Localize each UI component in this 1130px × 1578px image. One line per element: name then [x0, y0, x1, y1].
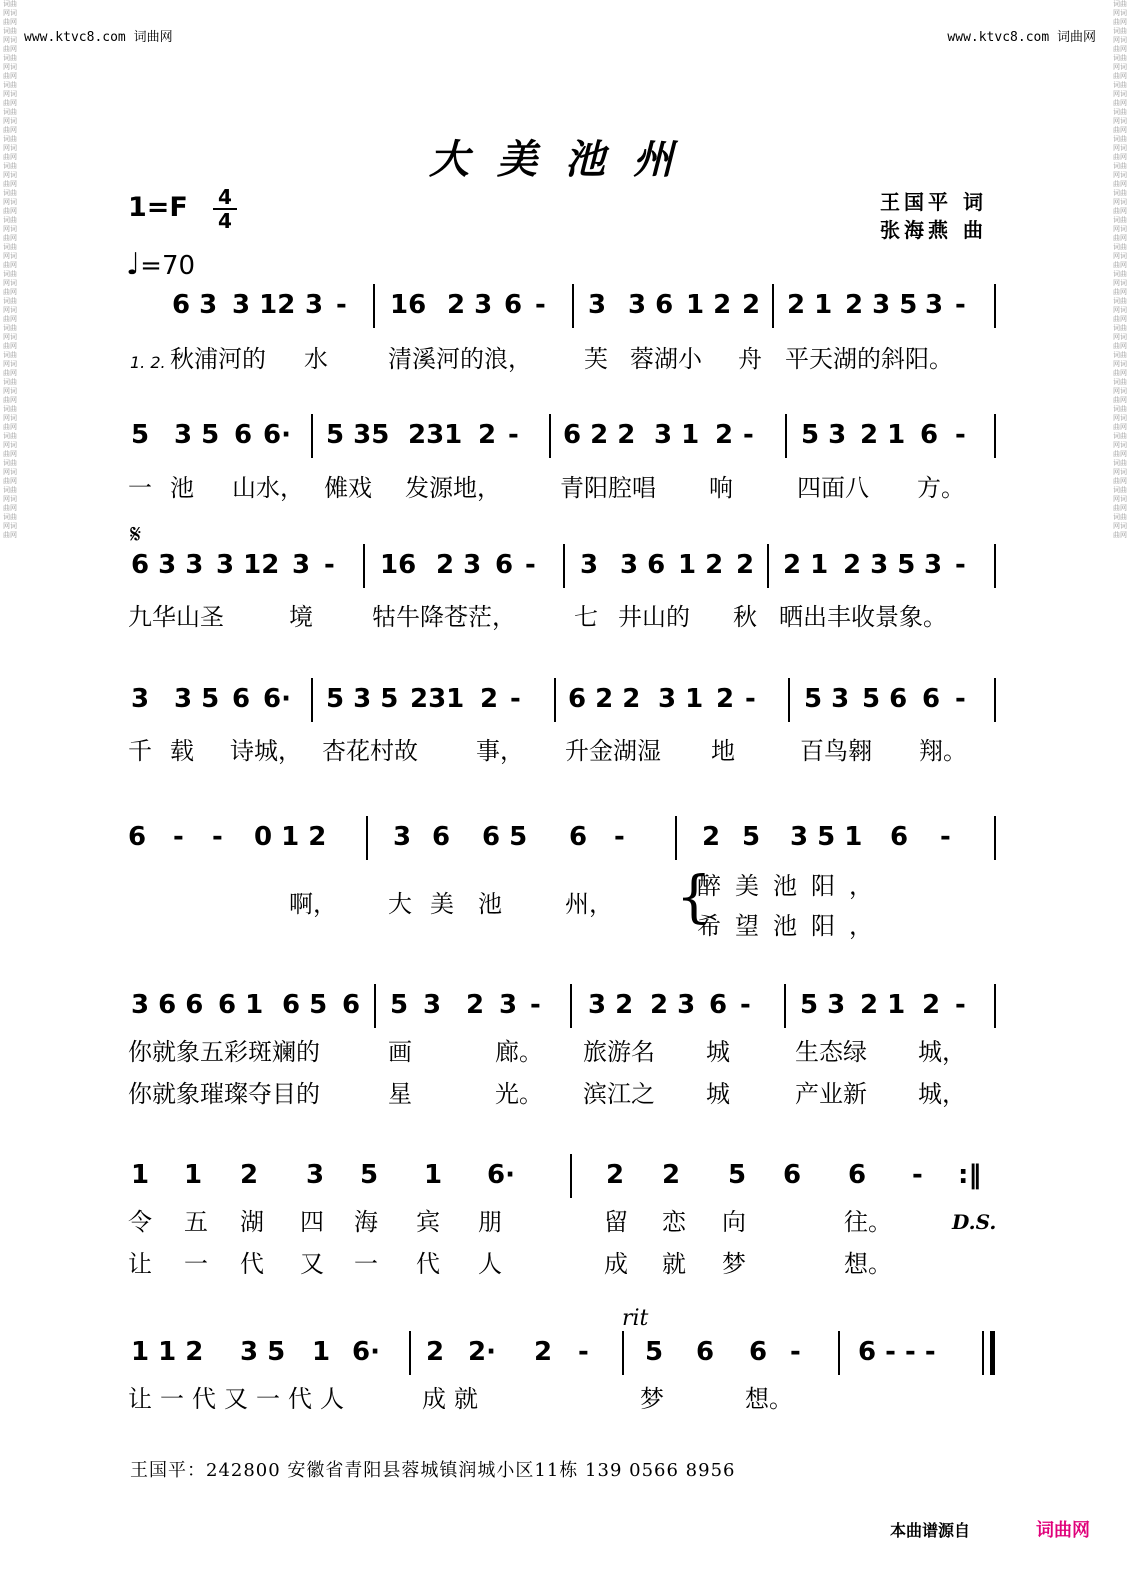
lyric-text: 产业新 [795, 1080, 867, 1108]
note-group: 5 [360, 1160, 379, 1190]
lyric-text: 旅游名 [583, 1038, 655, 1066]
lyric-text: 让一代又一代人 [128, 1385, 352, 1413]
lyricist-credit: 王国平 词 [880, 190, 987, 214]
score-line-7 [0, 1160, 1130, 1200]
time-signature [213, 186, 237, 232]
note-group: 2 [426, 1337, 445, 1367]
lyric-text: 秋 [733, 603, 757, 631]
dal-segno-mark: D.S. [952, 1210, 997, 1234]
lyric-text: 一 [184, 1250, 208, 1278]
note-group: 3 [925, 290, 944, 320]
note-group: 6· [352, 1337, 380, 1367]
lyric-text: 城， [918, 1080, 966, 1108]
note-group: 3 [924, 550, 943, 580]
lyric-text: 清溪河的浪， [388, 345, 532, 373]
repeat-end-sign: :‖ [958, 1160, 982, 1190]
note-group: 3 12 [232, 290, 296, 320]
lyric-text: 成 [604, 1250, 628, 1278]
note-group: 6 1 [218, 990, 264, 1020]
note-group: 5 3 [804, 684, 850, 714]
note-group: 5 3 [800, 990, 846, 1020]
note-group: 2 3 [650, 990, 696, 1020]
note-group: - [336, 290, 347, 320]
lyric-text: 宾 [416, 1208, 440, 1236]
bar-line [767, 544, 769, 588]
lyric-line-7a [0, 1208, 1130, 1248]
note-group: - [940, 822, 951, 852]
bar-line [982, 1331, 984, 1375]
bar-line [994, 678, 996, 722]
note-group: 6 [232, 684, 251, 714]
lyric-text: 事， [476, 737, 524, 765]
note-group: 1 [312, 1337, 331, 1367]
note-group: 6 [569, 822, 588, 852]
fermata-note: 6 [848, 1160, 867, 1190]
note-group: 3 [393, 822, 412, 852]
lyric-text: 梦 [722, 1250, 746, 1278]
note-group: 2 [702, 822, 721, 852]
bar-line [994, 284, 996, 328]
site-logo: 词曲网 [1036, 1520, 1090, 1541]
note-group: - [743, 420, 754, 450]
contact-address: 王国平：242800 安徽省青阳县蓉城镇润城小区11栋 139 0566 8956 [130, 1460, 736, 1481]
note-group: 5 35 [326, 420, 390, 450]
note-group: - [510, 684, 521, 714]
note-group: 6 [709, 990, 728, 1020]
final-bar-line [990, 1331, 995, 1375]
bar-line [788, 678, 790, 722]
bar-line [785, 414, 787, 458]
note-group: 3 5 [174, 684, 220, 714]
side-watermark-left: 词曲网词曲网词曲网词曲网词曲网词曲网词曲网词曲网词曲网词曲网词曲网词曲网词曲网词曲网词曲网词曲网词曲网词曲网词曲网词曲网词曲网词曲网词曲网词曲网词曲网词曲网词曲网词曲网词曲网词曲网词曲网词曲网词曲网词曲网词曲网词曲网词曲网词曲网词曲网词曲网 [3, 0, 17, 539]
lyric-text: 想。 [844, 1250, 892, 1278]
bar-line [374, 984, 376, 1028]
note-group: 2 1 [860, 420, 906, 450]
lyric-text: 青阳腔唱 [560, 474, 656, 502]
note-group: 6· [263, 420, 291, 450]
lyric-text: 留 [604, 1208, 628, 1236]
lyric-text: 你就象璀璨夺目的 [128, 1080, 320, 1108]
lyric-text: 恋 [662, 1208, 686, 1236]
bar-line [570, 1154, 572, 1198]
score-line-3 [0, 550, 1130, 590]
bar-line [994, 816, 996, 860]
lyric-text: 城 [706, 1038, 730, 1066]
note-group: 2· [468, 1337, 496, 1367]
note-group: 2 1 [783, 550, 829, 580]
note-group: 1 [424, 1160, 443, 1190]
note-group: 6 [783, 1160, 802, 1190]
lyric-text: 光。 [495, 1080, 543, 1108]
note-group: 6 [128, 822, 147, 852]
note-group: 231 [410, 684, 465, 714]
lyric-text: 五 [184, 1208, 208, 1236]
note-group: 5 3 [801, 420, 847, 450]
note-group: 6· [487, 1160, 515, 1190]
note-group: 6 [234, 420, 253, 450]
note-group: 2 [534, 1337, 553, 1367]
bar-line [994, 984, 996, 1028]
quarter-note-icon: ♩ [126, 247, 141, 282]
lyric-text: 地 [711, 737, 735, 765]
note-group: 2 1 [860, 990, 906, 1020]
note-group: 2 3 [447, 290, 493, 320]
note-group: - [740, 990, 751, 1020]
meter-top: 4 [218, 185, 232, 209]
tempo-marking [126, 247, 195, 282]
lyric-text: 大 [388, 890, 412, 918]
bar-line [838, 1331, 840, 1375]
note-group: 3 [306, 1160, 325, 1190]
note-group: 3 6 6 [131, 990, 204, 1020]
note-group: 6 [342, 990, 361, 1020]
note-group: 5 [742, 822, 761, 852]
note-group: 6 [504, 290, 523, 320]
bar-line [366, 816, 368, 860]
lyric-text: 千 [128, 737, 152, 765]
note-group: 1 2 [678, 550, 724, 580]
note-group: - [955, 550, 966, 580]
note-group: 3 12 [216, 550, 280, 580]
note-group: - [955, 990, 966, 1020]
note-group: 3 1 [658, 684, 704, 714]
bar-line [572, 284, 574, 328]
lyric-text: 芙 [584, 345, 608, 373]
bar-line [622, 1331, 624, 1375]
lyric-text: 傩戏 [324, 474, 372, 502]
bar-line [363, 544, 365, 588]
lyric-line-4 [0, 737, 1130, 777]
score-line-5 [0, 822, 1130, 862]
lyric-text: 城， [918, 1038, 966, 1066]
note-group: 1 [184, 1160, 203, 1190]
note-group: 5 3 5 [326, 684, 399, 714]
note-group: 2 [466, 990, 485, 1020]
key-signature: 1=F [128, 192, 188, 223]
note-group: 2 3 5 [845, 290, 918, 320]
note-group: 3 [423, 990, 442, 1020]
lyric-text: 成就 [422, 1385, 486, 1413]
lyric-text: 秋浦河的 [170, 345, 266, 373]
note-group: 6 5 [282, 990, 328, 1020]
note-group: 2 [715, 420, 734, 450]
note-group: - [578, 1337, 589, 1367]
lyric-text: 代 [416, 1250, 440, 1278]
note-group: 2 [480, 684, 499, 714]
bar-line [549, 414, 551, 458]
bar-line [563, 544, 565, 588]
lyric-text: 一 [354, 1250, 378, 1278]
note-group: - [173, 822, 184, 852]
note-group: - [212, 822, 223, 852]
bar-line [409, 1331, 411, 1375]
lyric-text: 廊。 [495, 1038, 543, 1066]
note-group: - [955, 684, 966, 714]
lyric-text: 晒出丰收景象。 [779, 603, 947, 631]
bar-line [373, 284, 375, 328]
lyric-line-2 [0, 474, 1130, 514]
note-group: 1 1 2 [131, 1337, 204, 1367]
note-group: 6 5 [482, 822, 528, 852]
lyric-alt-2: 希望池阳， [697, 912, 887, 940]
lyric-text: 你就象五彩斑斓的 [128, 1038, 320, 1066]
note-group: 6 [696, 1337, 715, 1367]
lyric-text: 响 [709, 474, 733, 502]
score-line-4 [0, 684, 1130, 724]
note-group: 2 [606, 1160, 625, 1190]
lyric-text: 湖 [240, 1208, 264, 1236]
bar-line [772, 284, 774, 328]
lyric-text: 舟 [738, 345, 762, 373]
bar-line [784, 984, 786, 1028]
note-group: 3 2 [588, 990, 634, 1020]
bar-line [994, 544, 996, 588]
segno-sign: 𝄋 [130, 520, 142, 550]
bar-line [554, 678, 556, 722]
lyric-text: 水 [304, 345, 328, 373]
lyric-text: 让 [128, 1250, 152, 1278]
lyric-text: 想。 [745, 1385, 793, 1413]
note-group: 2 [742, 290, 761, 320]
meter-bottom: 4 [218, 209, 232, 233]
score-line-1 [0, 290, 1130, 330]
site-watermark-left: www.ktvc8.com 词曲网 [24, 30, 173, 45]
score-line-6 [0, 990, 1130, 1030]
note-group: 2 [478, 420, 497, 450]
note-group: - [530, 990, 541, 1020]
lyric-text: 往。 [844, 1208, 892, 1236]
lyric-text: 城 [706, 1080, 730, 1108]
lyric-text: 又 [300, 1250, 324, 1278]
lyric-text: 海 [354, 1208, 378, 1236]
note-group: - [955, 420, 966, 450]
composer-credit: 张海燕 曲 [880, 218, 987, 242]
lyric-text: 山水， [232, 474, 304, 502]
note-group: 231 [408, 420, 463, 450]
lyric-text: 九华山圣 [128, 603, 224, 631]
lyric-text: 杏花村故 [322, 737, 418, 765]
note-group: 3 [305, 290, 324, 320]
side-watermark-right: 词曲网词曲网词曲网词曲网词曲网词曲网词曲网词曲网词曲网词曲网词曲网词曲网词曲网词曲网词曲网词曲网词曲网词曲网词曲网词曲网词曲网词曲网词曲网词曲网词曲网词曲网词曲网词曲网词曲网词曲网词曲网词曲网词曲网词曲网词曲网词曲网词曲网词曲网词曲网词曲网 [1113, 0, 1127, 539]
note-group: - [535, 290, 546, 320]
note-group: 3 [588, 290, 607, 320]
note-group: - [912, 1160, 923, 1190]
lyric-text: 四 [300, 1208, 324, 1236]
note-group: 3 [580, 550, 599, 580]
note-group: 6 - - - [858, 1337, 936, 1367]
note-group: 3 5 [240, 1337, 286, 1367]
lyric-line-6b [0, 1080, 1130, 1120]
bar-line [311, 678, 313, 722]
lyric-text: 生态绿 [795, 1038, 867, 1066]
bar-line [675, 816, 677, 860]
note-group: 2 3 5 [843, 550, 916, 580]
tempo-value: =70 [140, 251, 196, 281]
lyric-text: 滨江之 [583, 1080, 655, 1108]
verse-number: 1. 2. [130, 353, 166, 372]
ritardando-mark: rit [622, 1306, 649, 1331]
note-group: 6 [890, 822, 909, 852]
lyric-text: 画 [388, 1038, 412, 1066]
site-watermark-right: www.ktvc8.com 词曲网 [947, 30, 1096, 45]
lyric-text: 方。 [917, 474, 965, 502]
lyric-text: 就 [662, 1250, 686, 1278]
note-group: 3 6 [628, 290, 674, 320]
lyric-line-7b [0, 1250, 1130, 1290]
score-line-8 [0, 1337, 1130, 1377]
lyric-line-3 [0, 603, 1130, 643]
note-group: 6 3 [172, 290, 218, 320]
note-group: 2 3 [436, 550, 482, 580]
note-group: 3 [499, 990, 518, 1020]
lyric-text: 一 [128, 474, 152, 502]
note-group: 5 [645, 1337, 664, 1367]
lyric-text: 星 [388, 1080, 412, 1108]
lyric-text: 梦 [640, 1385, 664, 1413]
note-group: 2 [736, 550, 755, 580]
lyric-text: 载 [170, 737, 194, 765]
note-group: 3 5 [174, 420, 220, 450]
lyric-text: 牯牛降苍茫， [372, 603, 516, 631]
note-group: 6 2 2 [568, 684, 641, 714]
lyric-text: 百鸟翱 [800, 737, 872, 765]
note-group: 1 2 [686, 290, 732, 320]
lyric-text: 美 [430, 890, 454, 918]
note-group: 16 [390, 290, 427, 320]
lyric-text: 诗城， [230, 737, 302, 765]
note-group: 3 5 1 [790, 822, 863, 852]
lyric-text: 四面八 [797, 474, 869, 502]
note-group: 6 3 3 [131, 550, 204, 580]
lyric-text: 代 [240, 1250, 264, 1278]
note-group: 0 1 2 [254, 822, 327, 852]
note-group: 6 [432, 822, 451, 852]
note-group: 2 [922, 990, 941, 1020]
song-title: 大美池州 [429, 136, 701, 183]
note-group: 2 [662, 1160, 681, 1190]
note-group: - [955, 290, 966, 320]
lyric-text: 七 [574, 603, 598, 631]
lyric-text: 升金湖湿 [565, 737, 661, 765]
lyric-text: 朋 [478, 1208, 502, 1236]
lyric-text: 池 [170, 474, 194, 502]
note-group: 2 1 [787, 290, 833, 320]
note-group: 2 [240, 1160, 259, 1190]
lyric-text: 蓉湖小 [630, 345, 702, 373]
note-group: - [614, 822, 625, 852]
note-group: 5 [390, 990, 409, 1020]
note-group: - [324, 550, 335, 580]
lyric-text: 平天湖的斜阳。 [785, 345, 953, 373]
lyric-alt-1: 醉美池阳， [697, 872, 887, 900]
source-label: 本曲谱源自 [890, 1521, 971, 1540]
note-group: 6· [263, 684, 291, 714]
note-group: 1 [131, 1160, 150, 1190]
note-group: 3 [292, 550, 311, 580]
note-group: 6 [920, 420, 939, 450]
bar-line [994, 414, 996, 458]
note-group: 6 [495, 550, 514, 580]
lyric-text: 井山的 [618, 603, 690, 631]
verse-brace: { [676, 865, 712, 930]
note-group: 5 [131, 420, 150, 450]
lyric-text: 发源地， [405, 474, 501, 502]
note-group: 6 [922, 684, 941, 714]
lyric-text: 人 [478, 1250, 502, 1278]
note-group: 16 [380, 550, 417, 580]
lyric-text: 州， [565, 890, 613, 918]
note-group: - [525, 550, 536, 580]
note-group: 5 6 [862, 684, 908, 714]
bar-line [570, 984, 572, 1028]
note-group: 3 [131, 684, 150, 714]
note-group: - [790, 1337, 801, 1367]
lyric-line-8 [0, 1385, 1130, 1425]
lyric-line-6a [0, 1038, 1130, 1078]
bar-line [311, 414, 313, 458]
note-group: 6 [749, 1337, 768, 1367]
note-group: - [508, 420, 519, 450]
lyric-text: 池 [478, 890, 502, 918]
lyric-text: 向 [722, 1208, 746, 1236]
note-group: 6 2 2 [563, 420, 636, 450]
note-group: 3 6 [620, 550, 666, 580]
note-group: 2 [716, 684, 735, 714]
lyric-text: 翔。 [919, 737, 967, 765]
lyric-text: 境 [289, 603, 313, 631]
note-group: 5 [728, 1160, 747, 1190]
lyric-line-5 [0, 890, 1130, 930]
lyric-text: 令 [128, 1208, 152, 1236]
lyric-text: 啊， [289, 890, 337, 918]
note-group: 3 1 [654, 420, 700, 450]
lyric-line-1 [0, 345, 1130, 385]
note-group: - [745, 684, 756, 714]
score-line-2 [0, 420, 1130, 460]
